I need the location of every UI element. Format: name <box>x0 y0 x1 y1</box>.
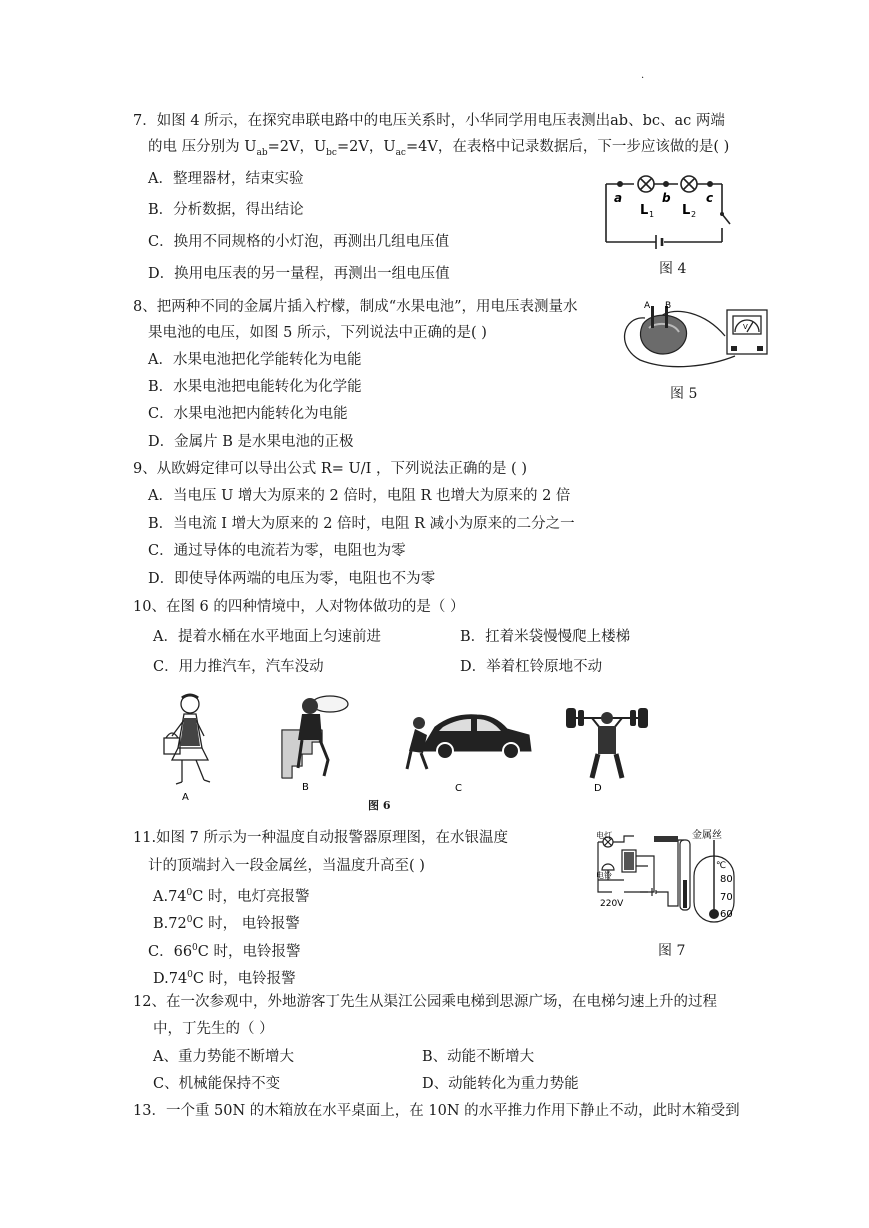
q12-line2: 中，丁先生的（ ） <box>153 1021 274 1037</box>
q10-option-d: D．举着杠铃原地不动 <box>460 659 603 675</box>
q11-option-d-sup: 0 <box>187 970 193 980</box>
q11-option-b-pre: B.72 <box>153 915 187 932</box>
figure-5-fruit-battery <box>615 296 770 376</box>
q11-option-b-post: C 时， 电铃报警 <box>192 915 300 932</box>
q8-option-a: A．水果电池把化学能转化为电能 <box>148 352 362 368</box>
fig6-label-a: A <box>182 792 189 803</box>
q8-line1: 8、把两种不同的金属片插入柠檬，制成“水果电池”，用电压表测量水 <box>133 299 578 315</box>
figure-4-caption: 图 4 <box>659 261 687 277</box>
q7-option-a: A．整理器材，结束实验 <box>148 171 304 187</box>
q8-option-c: C．水果电池把内能转化为电能 <box>148 406 348 422</box>
figure-7-temperature-alarm <box>594 820 744 932</box>
q9-option-d: D．即使导体两端的电压为零，电阻也不为零 <box>148 571 436 587</box>
q7-option-b: B．分析数据，得出结论 <box>148 202 304 218</box>
fig5-label-v: V <box>743 323 748 331</box>
figure-6-panel-b-stairs <box>280 690 350 795</box>
fig4-label-l1-sub: 1 <box>649 210 655 219</box>
q8-option-d: D．金属片 B 是水果电池的正极 <box>148 434 354 450</box>
fig4-label-a: a <box>614 191 623 205</box>
q7-line2-a: 的电 压分别为 U <box>148 139 257 155</box>
fig4-label-l2: L <box>682 203 691 218</box>
q7-line2-b: =2V，U <box>267 139 327 155</box>
q11-option-b <box>153 910 300 934</box>
figure-5-caption: 图 5 <box>670 386 698 402</box>
fig7-label-unit: ℃ <box>716 861 727 871</box>
q12-option-a: A、重力势能不断增大 <box>153 1049 294 1065</box>
q7-line2-d: =4V，在表格中记录数据后，下一步应该做的是( ) <box>405 139 730 155</box>
fig4-label-l2-sub: 2 <box>691 210 697 219</box>
q7-sub-ac: ac <box>395 147 406 158</box>
q10-option-c: C．用力推汽车，汽车没动 <box>153 659 324 675</box>
q10-option-a: A．提着水桶在水平地面上匀速前进 <box>153 629 381 645</box>
q9-option-c: C．通过导体的电流若为零，电阻也为零 <box>148 543 406 559</box>
figure-6-caption: 图 6 <box>368 799 391 812</box>
q12-line1: 12、在一次参观中，外地游客丁先生从渠江公园乘电梯到思源广场，在电梯匀速上升的过程 <box>133 994 717 1010</box>
q11-option-c-pre: C．66 <box>148 943 193 960</box>
q11-line2: 计的顶端封入一段金属丝，当温度升高至( ) <box>148 858 425 874</box>
q9-option-b: B．当电流 I 增大为原来的 2 倍时，电阻 R 减小为原来的二分之一 <box>148 516 575 532</box>
q12-option-d: D、动能转化为重力势能 <box>422 1076 579 1092</box>
q12-option-b: B、动能不断增大 <box>422 1049 535 1065</box>
fig7-label-bell: 电铃 <box>596 871 612 880</box>
q7-sub-bc: bc <box>326 147 337 158</box>
q7-line2 <box>148 137 729 163</box>
fig6-label-c: C <box>455 783 462 794</box>
q11-option-a-post: C 时，电灯亮报警 <box>192 888 310 905</box>
q11-option-d-pre: D.74 <box>153 970 188 987</box>
q11-option-a-sup: 0 <box>186 888 193 898</box>
q11-option-d <box>153 965 296 989</box>
figure-7-caption: 图 7 <box>658 943 686 959</box>
fig4-label-b: b <box>662 191 671 205</box>
figure-6-panel-d-barbell <box>562 700 652 795</box>
q10-line1: 10、在图 6 的四种情境中，人对物体做功的是（ ） <box>133 599 465 615</box>
q13-line1: 13．一个重 50N 的木箱放在水平桌面上，在 10N 的水平推力作用下静止不动，此时木箱受到 <box>133 1103 740 1119</box>
q11-option-d-post: C 时，电铃报警 <box>192 970 296 987</box>
fig7-label-lamp: 电灯 <box>596 831 612 840</box>
q11-option-a <box>153 883 309 907</box>
q9-option-a: A．当电压 U 增大为原来的 2 倍时，电阻 R 也增大为原来的 2 倍 <box>148 488 571 504</box>
q7-line1: 7．如图 4 所示，在探究串联电路中的电压关系时，小华同学用电压表测出ab、bc、ac 两端 <box>133 113 725 129</box>
q7-line2-c: =2V，U <box>336 139 396 155</box>
q11-option-c-sup: 0 <box>192 943 198 953</box>
fig6-label-b: B <box>302 782 309 793</box>
fig7-label-80: 80 <box>720 874 733 885</box>
q8-line2: 果电池的电压，如图 5 所示，下列说法中正确的是( ) <box>148 325 487 341</box>
q7-sub-ab: ab <box>256 147 268 158</box>
q11-line1: 11.如图 7 所示为一种温度自动报警器原理图，在水银温度 <box>133 830 509 846</box>
fig7-label-60: 60 <box>720 909 733 920</box>
fig7-label-70: 70 <box>720 892 733 903</box>
fig5-label-a: A <box>644 301 651 311</box>
q11-option-c <box>148 938 300 962</box>
q11-option-c-post: C 时，电铃报警 <box>197 943 301 960</box>
fig5-label-b: B <box>665 301 672 311</box>
q8-option-b: B．水果电池把电能转化为化学能 <box>148 379 362 395</box>
figure-6-panel-a-bucket <box>160 690 220 805</box>
figure-6-panel-c-car <box>405 705 533 795</box>
q11-option-a-pre: A.74 <box>153 888 187 905</box>
fig7-label-voltage: 220V <box>600 899 624 909</box>
q7-option-d: D．换用电压表的另一量程，再测出一组电压值 <box>148 266 450 282</box>
q7-option-c: C．换用不同规格的小灯泡，再测出几组电压值 <box>148 234 450 250</box>
fig4-label-l1: L <box>640 203 649 218</box>
page-mark: . <box>641 70 645 81</box>
q12-option-c: C、机械能保持不变 <box>153 1076 281 1092</box>
figure-4-circuit <box>598 170 734 250</box>
fig6-label-d: D <box>594 783 602 794</box>
fig7-label-metal: 金属丝 <box>692 830 722 841</box>
q9-line1: 9、从欧姆定律可以导出公式 R= U/I ，下列说法正确的是 ( ) <box>133 461 527 477</box>
q11-option-b-sup: 0 <box>186 915 193 925</box>
fig4-label-c: c <box>706 191 714 205</box>
q10-option-b: B．扛着米袋慢慢爬上楼梯 <box>460 629 631 645</box>
